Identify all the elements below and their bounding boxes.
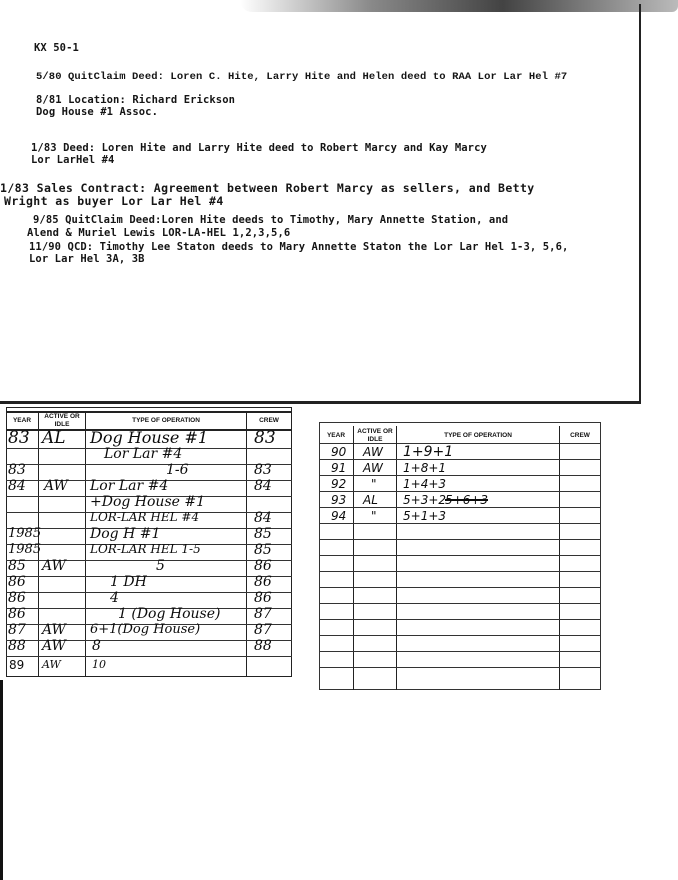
table-row-operation: 8 (92, 638, 101, 654)
table-row-operation: Lor Lar #4 (90, 478, 169, 494)
row-divider (6, 464, 292, 465)
table-row-operation: 1+4+3 (403, 477, 447, 491)
row-divider (319, 667, 601, 668)
table-row-operation: 6+1(Dog House) (90, 622, 201, 637)
table-row-year: 85 (8, 558, 26, 574)
table-row-year: 90 (331, 445, 347, 459)
table-row-operation: LOR-LAR HEL 1-5 (90, 542, 201, 556)
table-row-active: AW (363, 445, 383, 459)
table-row-operation: Dog H #1 (90, 526, 161, 542)
table-row-operation: 1-6 (166, 462, 189, 478)
doc-id: KX 50-1 (34, 42, 79, 54)
row-divider (6, 656, 292, 657)
header-year: YEAR (326, 432, 346, 439)
table-row-operation: Dog House #1 (90, 428, 209, 447)
header-active-idle: ACTIVE OR IDLE (44, 413, 80, 428)
table-row-active: AW (363, 461, 383, 475)
entry-1981-location-cont: Dog House #1 Assoc. (36, 106, 159, 118)
page-edge-left (0, 680, 3, 880)
left-operation-table (6, 407, 292, 677)
header-year: YEAR (12, 417, 32, 424)
header-operation: TYPE OF OPERATION (444, 432, 512, 439)
table-row-operation: +Dog House #1 (90, 494, 206, 510)
row-divider (6, 592, 292, 593)
table-row-operation: 1 DH (110, 574, 147, 590)
entry-1983-sales-contract-cont: Wright as buyer Lor Lar Hel #4 (4, 194, 224, 208)
table-row-operation: 4 (110, 590, 119, 606)
table-row-operation: 1 (Dog House) (118, 606, 221, 622)
table-row-crew: 84 (254, 478, 272, 494)
entry-1980-quitclaim: 5/80 QuitClaim Deed: Loren C. Hite, Larry Hite and Helen deed to RAA Lor Lar Hel #7 (36, 71, 568, 83)
table-row-active: " (371, 477, 377, 491)
table-row-active: AW (42, 638, 66, 654)
row-divider (319, 587, 601, 588)
row-divider (319, 555, 601, 556)
table-row-year: 83 (8, 428, 30, 448)
table-row-crew: 85 (254, 526, 272, 542)
entry-1983-deed: 1/83 Deed: Loren Hite and Larry Hite deed to Robert Marcy and Kay Marcy (31, 142, 487, 154)
entry-1983-sales-contract: 1/83 Sales Contract: Agreement between Robert Marcy as sellers, and Betty (0, 181, 535, 195)
table-row-crew: 85 (254, 542, 272, 558)
table-row-crew: 87 (254, 622, 272, 638)
row-divider (319, 651, 601, 652)
entry-1983-deed-cont: Lor LarHel #4 (31, 154, 115, 166)
table-row-crew: 88 (254, 638, 272, 654)
table-row-year: 86 (8, 574, 26, 590)
table-row-active: AW (42, 558, 66, 574)
table-row-year: 87 (8, 622, 26, 638)
entry-1981-location: 8/81 Location: Richard Erickson (36, 94, 236, 106)
row-divider (319, 459, 601, 460)
table-row-operation: 10 (92, 658, 106, 671)
table-row-crew: 84 (254, 510, 272, 526)
header-crew: CREW (259, 417, 279, 424)
table-row-operation: 5+3+2 (403, 493, 447, 507)
table-row-operation: 5 (156, 558, 165, 574)
table-row-year: 92 (331, 477, 347, 491)
table-row-crew: 83 (254, 462, 272, 478)
table-row-operation: 5+1+3 (403, 509, 447, 523)
table-row-crew: 86 (254, 574, 272, 590)
row-divider (319, 539, 601, 540)
right-operation-table (319, 412, 601, 694)
table-row-year: 93 (331, 493, 347, 507)
table-row-active: AL (363, 493, 378, 507)
table-row-operation: LOR-LAR HEL #4 (90, 510, 200, 524)
table-row-year: 94 (331, 509, 347, 523)
table-row-year: 83 (8, 462, 26, 478)
table-row-active: " (371, 509, 377, 523)
table-row-active: AW (42, 622, 66, 638)
table-row-active: AW (42, 658, 61, 671)
table-row-year: 88 (8, 638, 26, 654)
entry-1990-qcd: 11/90 QCD: Timothy Lee Staton deeds to Mary Annette Staton the Lor Lar Hel 1-3, 5,6, (29, 241, 569, 253)
table-row-year: 86 (8, 590, 26, 606)
table-row-active: AL (42, 428, 66, 448)
table-row-year: 89 (9, 658, 25, 672)
table-row-year: 86 (8, 606, 26, 622)
row-divider (319, 491, 601, 492)
row-divider (6, 576, 292, 577)
row-divider (319, 603, 601, 604)
table-row-crew: 86 (254, 590, 272, 606)
row-divider (319, 635, 601, 636)
entry-1985-quitclaim: 9/85 QuitClaim Deed:Loren Hite deeds to Timothy, Mary Annette Station, and (33, 214, 509, 226)
table-row-year: 1985 (8, 542, 42, 557)
page-edge-bottom (0, 401, 641, 404)
table-row-crew: 83 (254, 428, 276, 448)
struck-operation: 5+6+3 (445, 493, 489, 507)
entry-1985-quitclaim-cont: Alend & Muriel Lewis LOR-LA-HEL 1,2,3,5,6 (27, 227, 291, 239)
header-operation: TYPE OF OPERATION (132, 417, 200, 424)
row-divider (319, 523, 601, 524)
scan-smudge (240, 0, 678, 12)
table-row-crew: 86 (254, 558, 272, 574)
row-divider (319, 507, 601, 508)
table-row-year: 91 (331, 461, 347, 475)
table-row-year: 84 (8, 478, 26, 494)
entry-1990-qcd-cont: Lor Lar Hel 3A, 3B (29, 253, 145, 265)
table-row-operation: 1+9+1 (403, 444, 454, 460)
table-row-operation: 1+8+1 (403, 461, 447, 475)
row-divider (319, 619, 601, 620)
row-divider (319, 475, 601, 476)
table-row-year: 1985 (8, 526, 42, 541)
table-row-active: AW (44, 478, 68, 494)
page-edge-right (639, 4, 641, 404)
table-row-operation: Lor Lar #4 (104, 446, 183, 462)
row-divider (319, 571, 601, 572)
table-row-crew: 87 (254, 606, 272, 622)
header-crew: CREW (570, 432, 590, 439)
header-active-idle: ACTIVE OR IDLE (357, 428, 393, 443)
